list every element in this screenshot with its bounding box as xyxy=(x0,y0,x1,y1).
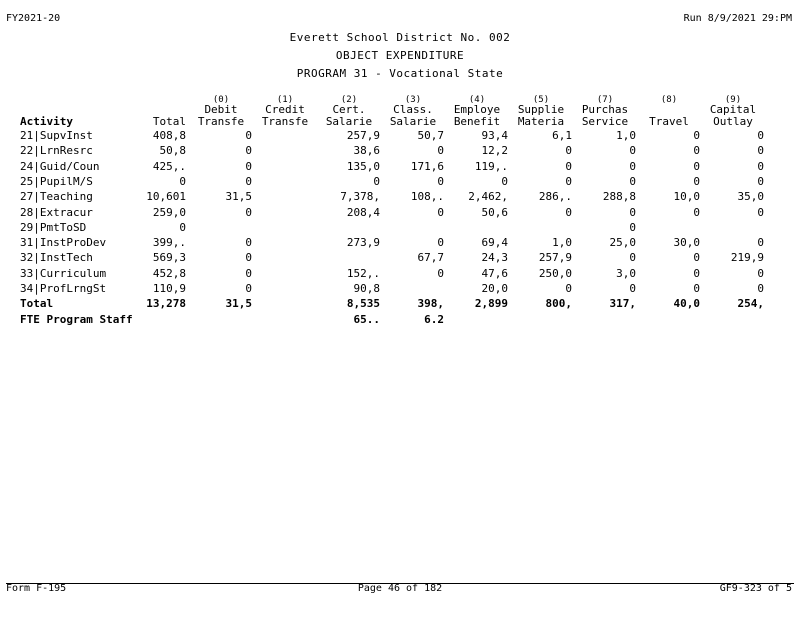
row-value-cell: 65.. xyxy=(353,313,380,326)
row-value-cell: 0 xyxy=(693,251,700,265)
row-value-cell: 0 xyxy=(437,174,444,188)
page-number-label: Page 46 of 182 xyxy=(357,583,443,594)
row-value-cell: 0 xyxy=(437,144,444,158)
row-value-cell: 20,0 xyxy=(481,282,508,295)
row-value-cell: 24,3 xyxy=(481,251,508,265)
row-value-cell: 69,4 xyxy=(481,236,508,250)
row-value-cell: 254, xyxy=(737,297,764,310)
row-total-cell: 259,0 xyxy=(152,205,186,219)
object-code-header: (7) xyxy=(596,95,614,105)
row-value-cell: 30,0 xyxy=(673,236,700,250)
object-name-header: Class. xyxy=(393,103,433,116)
row-value-cell: 1,0 xyxy=(552,236,572,250)
row-total-cell: 0 xyxy=(179,220,186,234)
row-value-cell: 0 xyxy=(629,159,636,173)
row-value-cell: 0 xyxy=(629,282,636,295)
row-value-cell: 108,. xyxy=(410,190,444,204)
object-name-header: Credit xyxy=(265,103,305,116)
row-value-cell: 31,5 xyxy=(225,297,252,310)
row-value-cell: 152,. xyxy=(346,266,380,280)
row-value-cell: 25,0 xyxy=(609,236,636,250)
row-value-cell: 0 xyxy=(629,144,636,158)
row-activity-label: 28|Extracur xyxy=(20,205,93,219)
row-total-cell: 50,8 xyxy=(159,144,186,158)
fiscal-year-label: FY2021-20 xyxy=(6,13,61,24)
form-number-label: Form F-195 xyxy=(6,583,67,594)
object-code-header: (0) xyxy=(212,95,230,105)
object-name-header: Materia xyxy=(517,115,565,128)
district-title: Everett School District No. 002 xyxy=(289,31,511,44)
row-activity-label: 24|Guid/Coun xyxy=(20,159,100,173)
row-value-cell: 0 xyxy=(757,159,764,173)
row-total-cell: 425,. xyxy=(152,159,186,173)
object-name-header: Outlay xyxy=(713,115,753,128)
row-total-cell: 10,601 xyxy=(146,190,186,204)
row-value-cell: 40,0 xyxy=(673,297,700,310)
row-activity-label: 25|PupilM/S xyxy=(20,174,93,188)
row-value-cell: 0 xyxy=(437,236,444,250)
row-value-cell: 0 xyxy=(245,129,252,142)
report-title: OBJECT EXPENDITURE xyxy=(335,49,465,62)
row-value-cell: 0 xyxy=(693,159,700,173)
row-value-cell: 50,6 xyxy=(481,205,508,219)
row-value-cell: 0 xyxy=(693,266,700,280)
object-name-header: Purchas xyxy=(581,103,629,116)
report-code-label: GF9-323 of 5 xyxy=(719,583,792,594)
row-activity-label: 21|SupvInst xyxy=(20,129,93,142)
row-activity-label: 22|LrnResrc xyxy=(20,144,93,158)
row-value-cell: 93,4 xyxy=(481,129,508,142)
row-value-cell: 0 xyxy=(757,205,764,219)
object-name-header: Supplie xyxy=(517,103,565,116)
row-value-cell: 0 xyxy=(757,174,764,188)
object-name-header: Employe xyxy=(453,103,501,116)
row-value-cell: 0 xyxy=(693,282,700,295)
row-value-cell: 0 xyxy=(565,282,572,295)
row-value-cell: 0 xyxy=(757,129,764,142)
row-value-cell: 0 xyxy=(245,236,252,250)
row-value-cell: 0 xyxy=(693,144,700,158)
row-value-cell: 0 xyxy=(245,159,252,173)
row-value-cell: 273,9 xyxy=(346,236,380,250)
row-value-cell: 35,0 xyxy=(737,190,764,204)
row-value-cell: 0 xyxy=(245,266,252,280)
object-name-header: Service xyxy=(581,115,629,128)
row-value-cell: 8,535 xyxy=(346,297,380,310)
row-value-cell: 0 xyxy=(629,205,636,219)
row-value-cell: 90,8 xyxy=(353,282,380,295)
row-value-cell: 0 xyxy=(245,174,252,188)
run-date-label: Run 8/9/2021 29:PM xyxy=(683,13,792,24)
row-value-cell: 0 xyxy=(501,174,508,188)
row-activity-label: FTE Program Staff xyxy=(20,313,133,326)
activity-column-header: Activity xyxy=(20,115,73,128)
object-name-header: Transfe xyxy=(197,115,245,128)
object-name-header: Salarie xyxy=(389,115,437,128)
row-value-cell: 2,899 xyxy=(474,297,508,310)
row-value-cell: 7,378, xyxy=(340,190,380,204)
object-code-header: (8) xyxy=(660,95,678,105)
row-activity-label: 34|ProfLrngSt xyxy=(20,282,107,295)
row-value-cell: 6.2 xyxy=(424,313,444,326)
row-total-cell: 13,278 xyxy=(146,297,186,310)
row-value-cell: 0 xyxy=(245,282,252,295)
row-value-cell: 0 xyxy=(437,205,444,219)
row-total-cell: 452,8 xyxy=(152,266,186,280)
row-value-cell: 0 xyxy=(437,266,444,280)
row-value-cell: 0 xyxy=(245,144,252,158)
object-name-header: Benefit xyxy=(453,115,501,128)
row-value-cell: 0 xyxy=(245,205,252,219)
row-value-cell: 0 xyxy=(373,174,380,188)
row-value-cell: 0 xyxy=(757,282,764,295)
row-value-cell: 0 xyxy=(693,129,700,142)
program-title: PROGRAM 31 - Vocational State xyxy=(296,67,504,80)
row-value-cell: 208,4 xyxy=(346,205,380,219)
row-value-cell: 38,6 xyxy=(353,144,380,158)
row-value-cell: 0 xyxy=(693,205,700,219)
row-value-cell: 2,462, xyxy=(468,190,508,204)
row-value-cell: 257,9 xyxy=(346,129,380,142)
row-value-cell: 286,. xyxy=(538,190,572,204)
object-code-header: (3) xyxy=(404,95,422,105)
total-column-header: Total xyxy=(152,115,186,128)
object-code-header: (4) xyxy=(468,95,486,105)
row-value-cell: 0 xyxy=(757,266,764,280)
object-name-header: Cert. xyxy=(332,103,366,116)
row-value-cell: 0 xyxy=(565,144,572,158)
row-value-cell: 288,8 xyxy=(602,190,636,204)
row-activity-label: 31|InstProDev xyxy=(20,236,107,250)
row-value-cell: 0 xyxy=(629,220,636,234)
row-value-cell: 0 xyxy=(565,205,572,219)
row-activity-label: 32|InstTech xyxy=(20,251,93,265)
row-value-cell: 219,9 xyxy=(730,251,764,265)
object-code-header: (1) xyxy=(276,95,294,105)
object-name-header: Capital xyxy=(709,103,757,116)
object-code-header: (5) xyxy=(532,95,550,105)
row-activity-label: 33|Curriculum xyxy=(20,266,107,280)
row-value-cell: 31,5 xyxy=(225,190,252,204)
row-activity-label: 29|PmtToSD xyxy=(20,220,87,234)
row-total-cell: 0 xyxy=(179,174,186,188)
row-value-cell: 0 xyxy=(757,236,764,250)
row-value-cell: 3,0 xyxy=(616,266,636,280)
object-code-header: (9) xyxy=(724,95,742,105)
row-value-cell: 12,2 xyxy=(481,144,508,158)
object-name-header: Salarie xyxy=(325,115,373,128)
row-value-cell: 800, xyxy=(545,297,572,310)
object-name-header: Transfe xyxy=(261,115,309,128)
row-value-cell: 0 xyxy=(629,174,636,188)
row-activity-label: Total xyxy=(20,297,54,310)
row-value-cell: 257,9 xyxy=(538,251,572,265)
row-total-cell: 569,3 xyxy=(152,251,186,265)
object-code-header: (2) xyxy=(340,95,358,105)
row-value-cell: 6,1 xyxy=(552,129,572,142)
row-value-cell: 67,7 xyxy=(417,251,444,265)
row-value-cell: 0 xyxy=(245,251,252,265)
object-name-header: Debit xyxy=(204,103,238,116)
row-value-cell: 0 xyxy=(565,174,572,188)
row-value-cell: 0 xyxy=(693,174,700,188)
row-total-cell: 408,8 xyxy=(152,129,186,142)
row-value-cell: 171,6 xyxy=(410,159,444,173)
row-value-cell: 47,6 xyxy=(481,266,508,280)
row-total-cell: 110,9 xyxy=(152,282,186,295)
row-value-cell: 50,7 xyxy=(417,129,444,142)
row-value-cell: 250,0 xyxy=(538,266,572,280)
row-value-cell: 398, xyxy=(417,297,444,310)
row-value-cell: 135,0 xyxy=(346,159,380,173)
row-value-cell: 0 xyxy=(757,144,764,158)
row-value-cell: 0 xyxy=(629,251,636,265)
object-name-header: Travel xyxy=(649,115,689,128)
row-value-cell: 317, xyxy=(609,297,636,310)
row-total-cell: 399,. xyxy=(152,236,186,250)
row-value-cell: 10,0 xyxy=(673,190,700,204)
row-activity-label: 27|Teaching xyxy=(20,190,93,204)
row-value-cell: 0 xyxy=(565,159,572,173)
row-value-cell: 119,. xyxy=(474,159,508,173)
row-value-cell: 1,0 xyxy=(616,129,636,142)
